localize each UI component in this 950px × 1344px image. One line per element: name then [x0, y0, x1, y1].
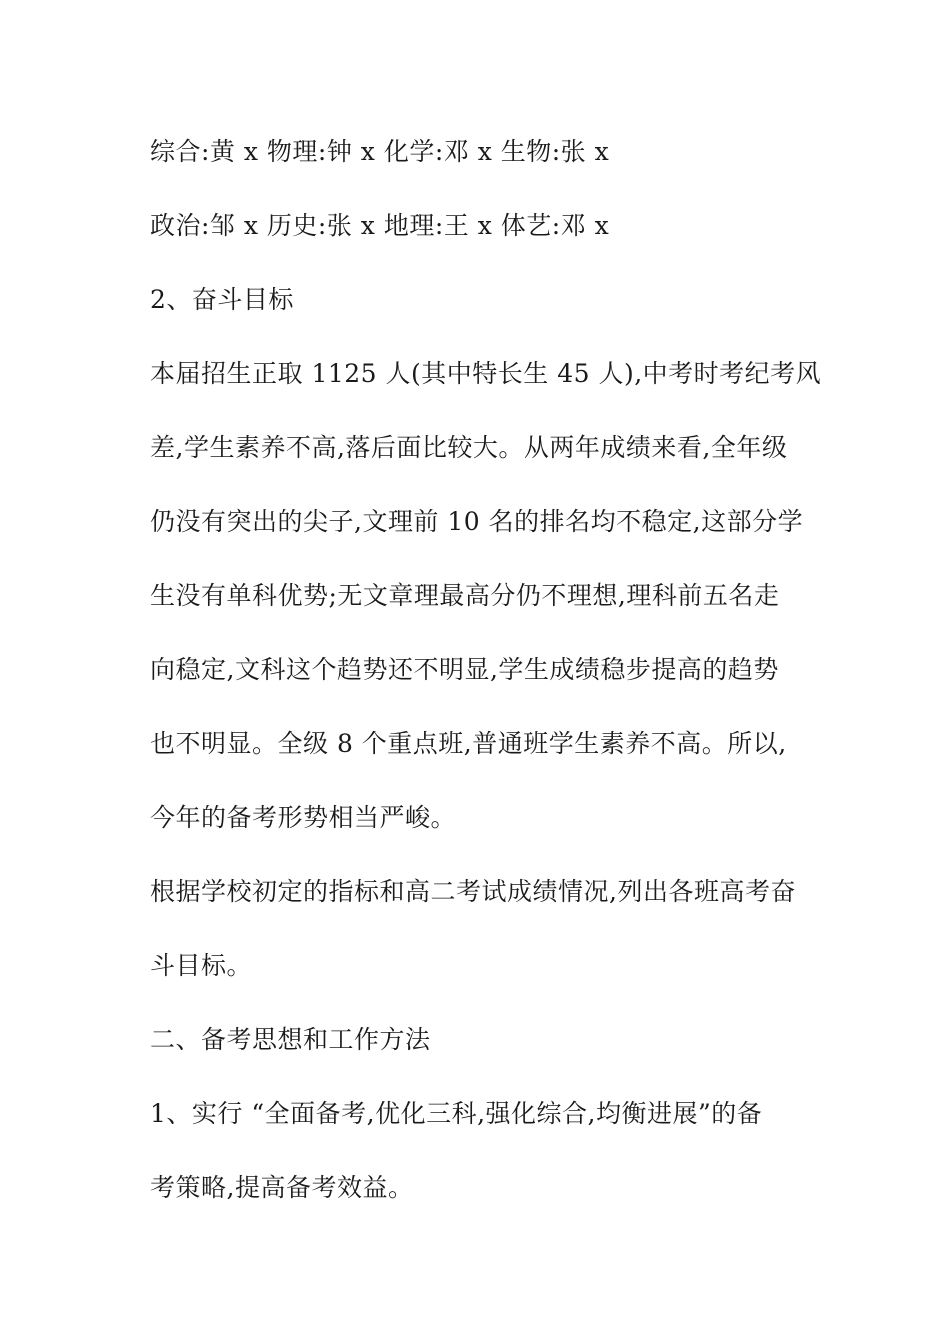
paragraph-line: 向稳定,文科这个趋势还不明显,学生成绩稳步提高的趋势 — [150, 655, 779, 684]
paragraph-line: 差,学生素养不高,落后面比较大。从两年成绩来看,全年级 — [150, 433, 788, 462]
paragraph-line: 仍没有突出的尖子,文理前 10 名的排名均不稳定,这部分学 — [150, 507, 804, 536]
paragraph-line: 1、实行 “全面备考,优化三科,强化综合,均衡进展”的备 — [150, 1099, 763, 1128]
section-heading-goals: 2、奋斗目标 — [150, 285, 294, 314]
paragraph-line: 考策略,提高备考效益。 — [150, 1173, 414, 1202]
paragraph-line: 今年的备考形势相当严峻。 — [150, 803, 457, 832]
paragraph-line: 本届招生正取 1125 人(其中特长生 45 人),中考时考纪考风 — [150, 359, 822, 388]
section-heading-methods: 二、备考思想和工作方法 — [150, 1025, 431, 1054]
paragraph-line: 生没有单科优势;无文章理最高分仍不理想,理科前五名走 — [150, 581, 780, 610]
staff-line-comprehensive: 综合:黄 x 物理:钟 x 化学:邓 x 生物:张 x — [150, 137, 610, 166]
staff-line-politics: 政治:邹 x 历史:张 x 地理:王 x 体艺:邓 x — [150, 211, 610, 240]
paragraph-line: 也不明显。全级 8 个重点班,普通班学生素养不高。所以, — [150, 729, 787, 758]
paragraph-line: 根据学校初定的指标和高二考试成绩情况,列出各班高考奋 — [150, 877, 796, 906]
paragraph-line: 斗目标。 — [150, 951, 253, 980]
